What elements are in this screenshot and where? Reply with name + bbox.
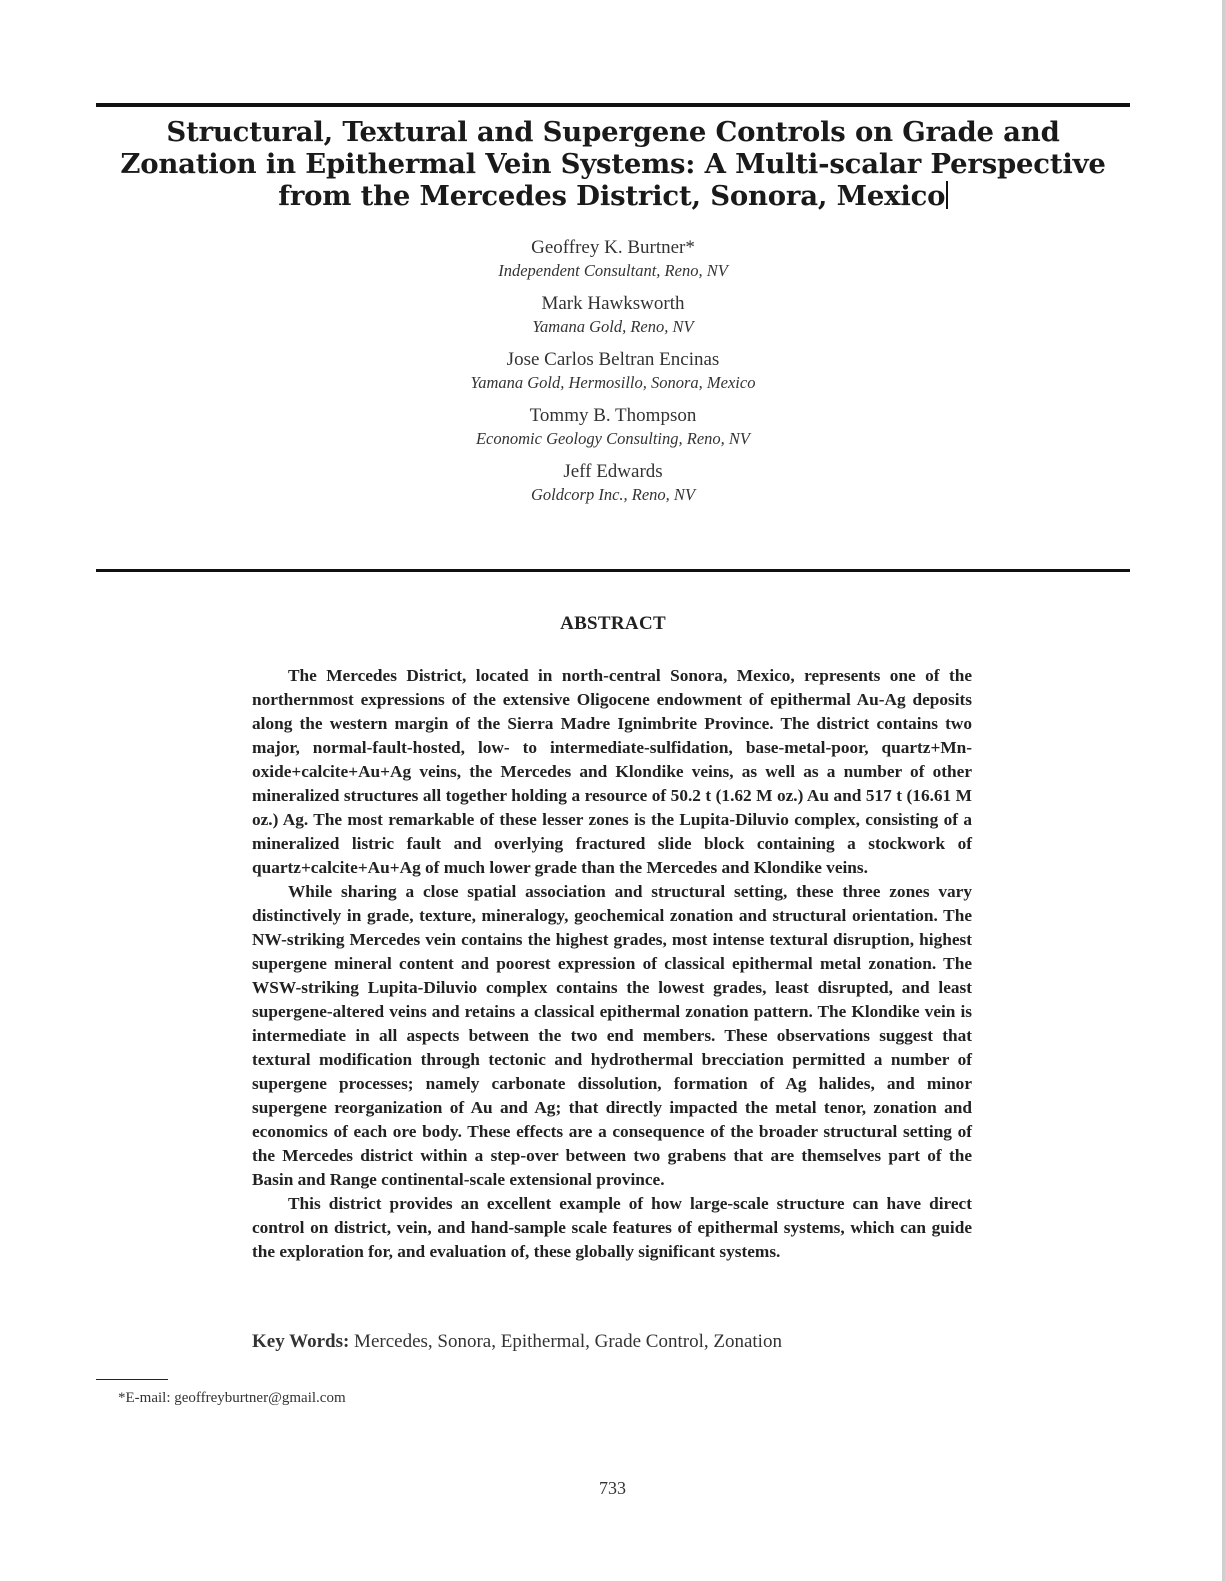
abstract-heading: ABSTRACT [560,613,666,634]
keywords-list: Mercedes, Sonora, Epithermal, Grade Control, Zonation [354,1331,782,1352]
title-line: Structural, Textural and Supergene Controls on Grade and [166,116,1060,148]
keywords-label: Key Words: [252,1331,350,1352]
author-name: Geoffrey K. Burtner* [531,237,695,258]
abstract-paragraph: The Mercedes District, located in north-central Sonora, Mexico, represents one of the northernmost expressions of the extensive Oligocene endowment of epithermal Au-Ag deposits along the western margin of the Sierra Madre Ignimbrite Province. The district contains two major, normal-fault-hosted, low- to intermediate-sulfidation, base-metal-poor, quartz+Mn-oxide+calcite+Au+Ag veins, the Mercedes and Klondike veins, as well as a number of other mineralized structures all together holding a resource of 50.2 t (1.62 M oz.) Au and 517 t (16.61 M oz.) Ag. The most remarkable of these lesser zones is the Lupita-Diluvio complex, consisting of a mineralized listric fault and overlying fractured slide block containing a stockwork of quartz+calcite+Au+Ag of much lower grade than the Mercedes and Klondike veins. [252,666,972,877]
footnote-email: *E-mail: geoffreyburtner@gmail.com [118,1390,346,1406]
title-bottom-rule [96,569,1130,572]
title-line: from the Mercedes District, Sonora, Mexico [96,180,1130,212]
author-affiliation: Yamana Gold, Hermosillo, Sonora, Mexico [470,373,756,392]
abstract-paragraph: While sharing a close spatial association and structural setting, these three zones vary distinctively in grade, texture, mineralogy, geochemical zonation and structural orientation. The NW-striking Mercedes vein contains the highest grades, most intense textural disruption, highest supergene mineral content and poorest expression of classical epithermal metal zonation. The WSW-striking Lupita-Diluvio complex contains the lowest grades, least disrupted, and least supergene-altered veins and retains a classical epithermal zonation pattern. The Klondike vein is intermediate in all aspects between the two end members. These observations suggest that textural modification through tectonic and hydrothermal brecciation permitted a number of supergene processes; namely carbonate dissolution, formation of Ag halides, and minor supergene reorganization of Au and Ag; that directly impacted the metal tenor, zonation and economics of each ore body. These effects are a consequence of the broader structural setting of the Mercedes district within a step-over between two grabens that are themselves part of the Basin and Range continental-scale extensional province. [252,882,972,1189]
author-name: Tommy B. Thompson [529,405,697,426]
author-block [96,292,1130,338]
author-name: Jose Carlos Beltran Encinas [506,349,720,370]
author-block [96,460,1130,506]
title-line: Zonation in Epithermal Vein Systems: A Multi-scalar Perspective [120,148,1106,180]
paper-title [96,116,1130,212]
text-cursor [946,181,948,209]
author-affiliation: Independent Consultant, Reno, NV [498,261,728,280]
author-affiliation: Economic Geology Consulting, Reno, NV [475,429,751,448]
author-name: Jeff Edwards [563,461,663,482]
footnote-rule [96,1379,168,1380]
abstract-paragraph: This district provides an excellent example of how large-scale structure can have direct control on district, vein, and hand-sample scale features of epithermal systems, which can guide the exploration for, and evaluation of, these globally significant systems. [252,1194,972,1261]
author-affiliation: Goldcorp Inc., Reno, NV [530,485,696,504]
author-affiliation: Yamana Gold, Reno, NV [532,317,694,336]
keywords [252,1330,972,1354]
abstract-body [252,664,972,1264]
author-block [96,236,1130,282]
title-top-rule [96,103,1130,107]
author-block [96,404,1130,450]
page-number: 733 [599,1478,626,1498]
author-list [96,236,1130,516]
author-name: Mark Hawksworth [541,293,685,314]
author-block [96,348,1130,394]
